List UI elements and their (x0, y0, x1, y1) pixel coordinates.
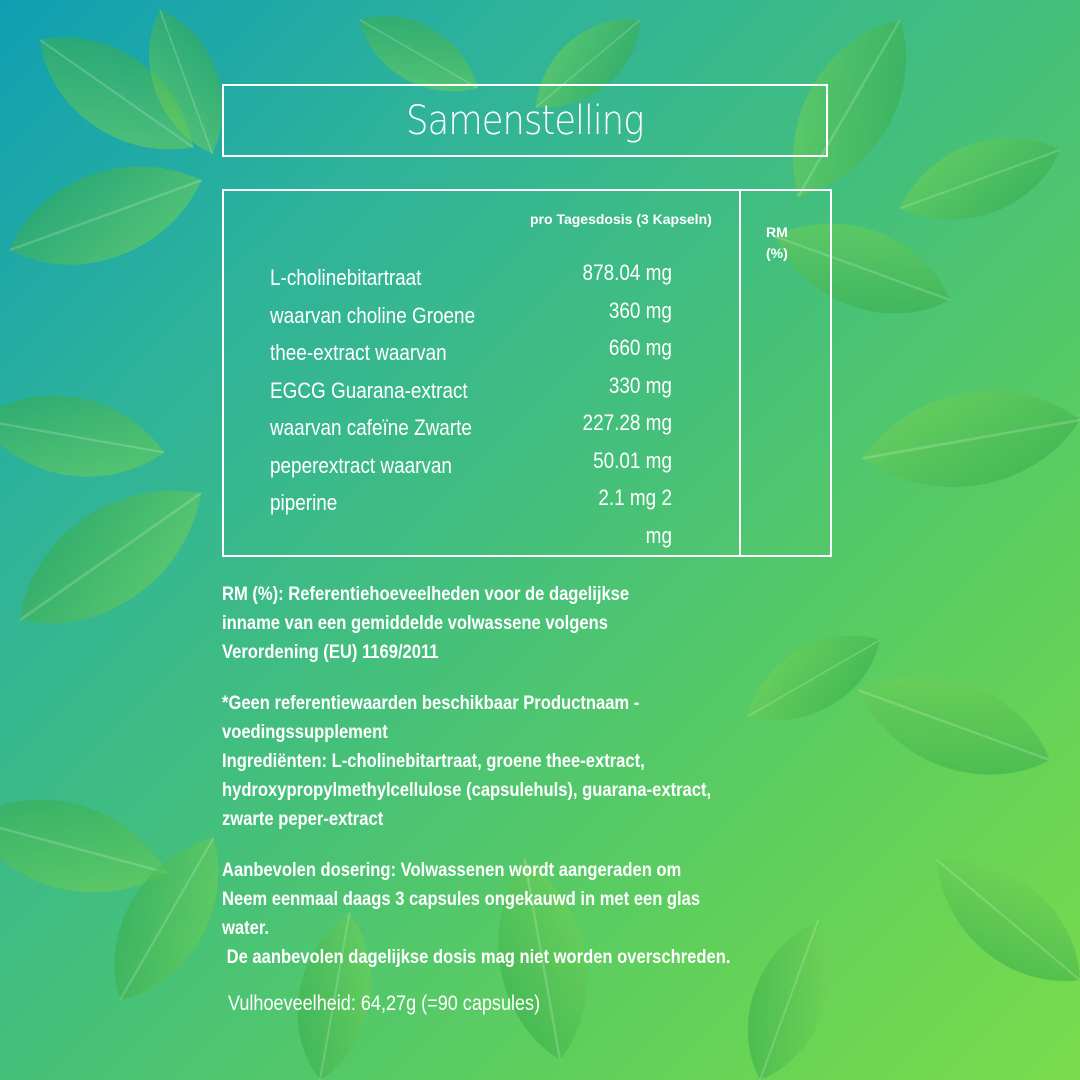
amount-value: 660 mg (608, 335, 672, 360)
amount-value: 50.01 mg (593, 447, 672, 473)
fill-quantity: Vulhoeveelheid: 64,27g (=90 capsules) (228, 992, 541, 1015)
rm-note-line: inname van een gemiddelde volwassene volgens (222, 612, 608, 634)
amount-list (583, 254, 672, 554)
notes-section (222, 580, 862, 972)
amount-value: 227.28 mg (582, 410, 672, 435)
rm-note (222, 580, 868, 667)
product-note-line: hydroxypropylmethylcellulose (capsulehuls), guarana-extract, (222, 779, 712, 801)
amount-value: 2.1 mg 2 (598, 485, 672, 510)
dose-column-header: pro Tagesdosis (3 Kapseln) (530, 211, 712, 227)
rm-column-header: RM (%) (766, 224, 788, 261)
dosage-note (222, 856, 868, 972)
amount-value: 878.04 mg (582, 260, 672, 285)
ingredient-line: L-cholinebitartraat (270, 265, 422, 290)
table-divider (739, 191, 741, 555)
ingredient-line: thee-extract waarvan (270, 340, 447, 365)
ingredient-list (270, 259, 485, 522)
product-note (222, 689, 868, 834)
dosage-note-line: Aanbevolen dosering: Volwassenen wordt aangeraden om (222, 859, 682, 881)
ingredient-line: waarvan choline Groene (270, 302, 476, 328)
page-title: Samenstelling (406, 97, 644, 144)
ingredient-line: peperextract waarvan (270, 452, 452, 478)
amount-value: 330 mg (608, 372, 672, 398)
dosage-note-line: water. (222, 917, 270, 939)
amount-value: 360 mg (608, 297, 672, 323)
product-note-line: zwarte peper-extract (222, 808, 384, 830)
nutrition-table (222, 189, 832, 557)
rm-note-line: Verordening (EU) 1169/2011 (222, 641, 439, 663)
dosage-note-line: Neem eenmaal daags 3 capsules ongekauwd in met een glas (222, 888, 701, 910)
title-box (222, 84, 828, 157)
ingredient-line: waarvan cafeïne Zwarte (270, 415, 472, 440)
ingredient-line: piperine (270, 490, 338, 515)
product-note-line: Ingrediënten: L-cholinebitartraat, groene thee-extract, (222, 750, 645, 772)
product-note-line: *Geen referentiewaarden beschikbaar Productnaam - (222, 692, 640, 714)
amount-value: mg (645, 522, 672, 548)
product-note-line: voedingssupplement (222, 721, 388, 743)
ingredient-line: EGCG Guarana-extract (270, 377, 468, 403)
dosage-note-line: De aanbevolen dagelijkse dosis mag niet worden overschreden. (222, 946, 731, 968)
rm-note-line: RM (%): Referentiehoeveelheden voor de dagelijkse (222, 583, 630, 605)
